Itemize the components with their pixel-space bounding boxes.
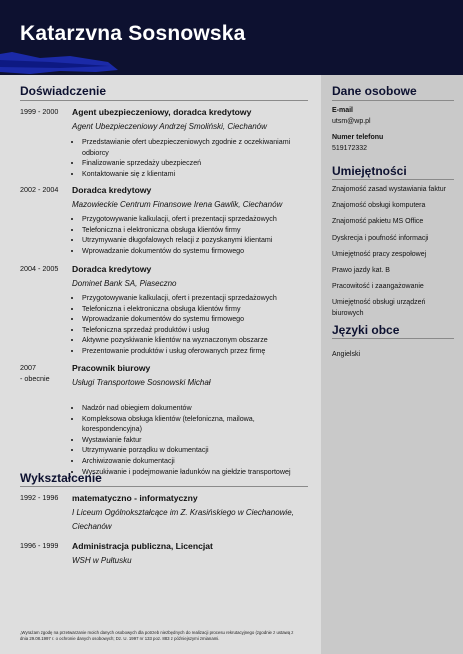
side-column [321,75,463,654]
section-title-personal: Dane osobowe [332,84,417,98]
skill-item: Znajomość pakietu MS Office [332,218,424,225]
job-dates: 1999 - 2000 [20,107,59,116]
list-item: • Telefoniczna i elektroniczna obsługa klientów firmy [82,225,308,236]
list-item: • Kompleksowa obsługa klientów (telefoniczna, mailowa, korespondencyjna) [82,414,312,435]
skill-item: Dyskrecja i poufność informacji [332,235,429,242]
list-item: • Przygotowywanie kalkulacji, ofert i prezentacji sprzedażowych [82,293,308,304]
job-duties-list [72,214,308,256]
section-title-experience: Doświadczenie [20,84,107,98]
list-item: • Telefoniczna sprzedaż produktów i usług [82,325,308,336]
phone-label: Numer telefonu [332,134,384,141]
education-field: matematyczno - informatyczny [72,493,198,503]
education-school: I Liceum Ogólnokształcące im Z. Krasińskiego w Ciechanowie, Ciechanów [72,508,294,531]
data-consent-clause: „Wyrażam zgodę na przetwarzanie moich danych osobowych dla potrzeb niezbędnych do realizacji procesu rekrutacyjnego (zgodnie z ustawą z dnia 29.08.1997 r. o ochronie danych osobowych; Dz. U. 1997 nr 133 poz. 883 z późniejszymi zmianami. [20,630,294,641]
language-item: Angielski [332,351,361,358]
job-duties-list [72,293,308,357]
job-title: Pracownik biurowy [72,363,151,373]
job-title: Agent ubezpieczeniowy, doradca kredytowy [72,107,252,117]
job-dates: 2007 [20,363,36,372]
email-label: E-mail [332,107,354,114]
list-item: • Utrzymywanie długofalowych relacji z pozyskanymi klientami [82,235,308,246]
education-field: Administracja publiczna, Licencjat [72,541,213,551]
list-item: • Finalizowanie sprzedaży ubezpieczeń [82,158,308,169]
candidate-name: Katarzvna Sosnowska [20,22,246,45]
skill-item: Pracowitość i zaangażowanie [332,283,424,290]
job-company: Dominet Bank SA, Piaseczno [72,279,177,288]
skill-item: Znajomość obsługi komputera [332,202,426,209]
skill-item: Umiejętność pracy zespołowej [332,251,427,258]
job-title: Doradca kredytowy [72,185,152,195]
skill-item: Znajomość zasad wystawiania faktur [332,186,446,193]
education-dates: 1992 - 1996 [20,493,59,502]
list-item: • Przygotowywanie kalkulacji, ofert i prezentacji sprzedażowych [82,214,308,225]
divider [20,486,308,487]
job-duties-list [72,137,308,179]
job-company: Agent Ubezpieczeniowy Andrzej Smoliński, Ciechanów [72,122,267,131]
list-item: • Wyszukiwanie i podejmowanie ładunków na giełdzie transportowej [82,467,312,478]
section-title-education: Wykształcenie [20,471,102,485]
phone-value: 519172332 [332,145,368,152]
list-item: • Utrzymywanie porządku w dokumentacji [82,445,312,456]
list-item: • Przedstawianie ofert ubezpieczeniowych zgodnie z oczekiwaniami odbiorcy [82,137,308,158]
brush-stroke-decoration [0,50,120,76]
list-item: • Prezentowanie produktów i usług oferowanych przez firmę [82,346,308,357]
divider [332,179,454,180]
job-company: Mazowieckie Centrum Finansowe Irena Gawlik, Ciechanów [72,200,283,209]
education-dates: 1996 - 1999 [20,541,59,550]
education-school: WSH w Pułtusku [72,556,132,565]
list-item: • Kontaktowanie się z klientami [82,169,308,180]
job-dates: 2002 - 2004 [20,185,59,194]
job-title: Doradca kredytowy [72,264,152,274]
list-item: • Wprowadzanie dokumentów do systemu firmowego [82,314,308,325]
list-item: • Nadzór nad obiegiem dokumentów [82,403,312,414]
skill-item: Prawo jazdy kat. B [332,267,390,274]
list-item: • Wystawianie faktur [82,435,312,446]
job-company: Usługi Transportowe Sosnowski Michał [72,378,211,387]
job-dates-end: - obecnie [20,374,50,383]
job-duties-list [72,403,312,477]
list-item: • Archiwizowanie dokumentacji [82,456,312,467]
divider [20,100,308,101]
divider [332,100,454,101]
section-title-languages: Języki obce [332,323,400,337]
divider [332,338,454,339]
list-item: • Telefoniczna i elektroniczna obsługa klientów firmy [82,304,308,315]
list-item: • Wprowadzanie dokumentów do systemu firmowego [82,246,308,257]
skill-item: Umiejętność obsługi urządzeń biurowych [332,299,426,317]
list-item: • Aktywne pozyskiwanie klientów na wyznaczonym obszarze [82,335,308,346]
section-title-skills: Umiejętności [332,164,407,178]
job-dates: 2004 - 2005 [20,264,59,273]
email-value: utsm@wp.pl [332,118,371,125]
